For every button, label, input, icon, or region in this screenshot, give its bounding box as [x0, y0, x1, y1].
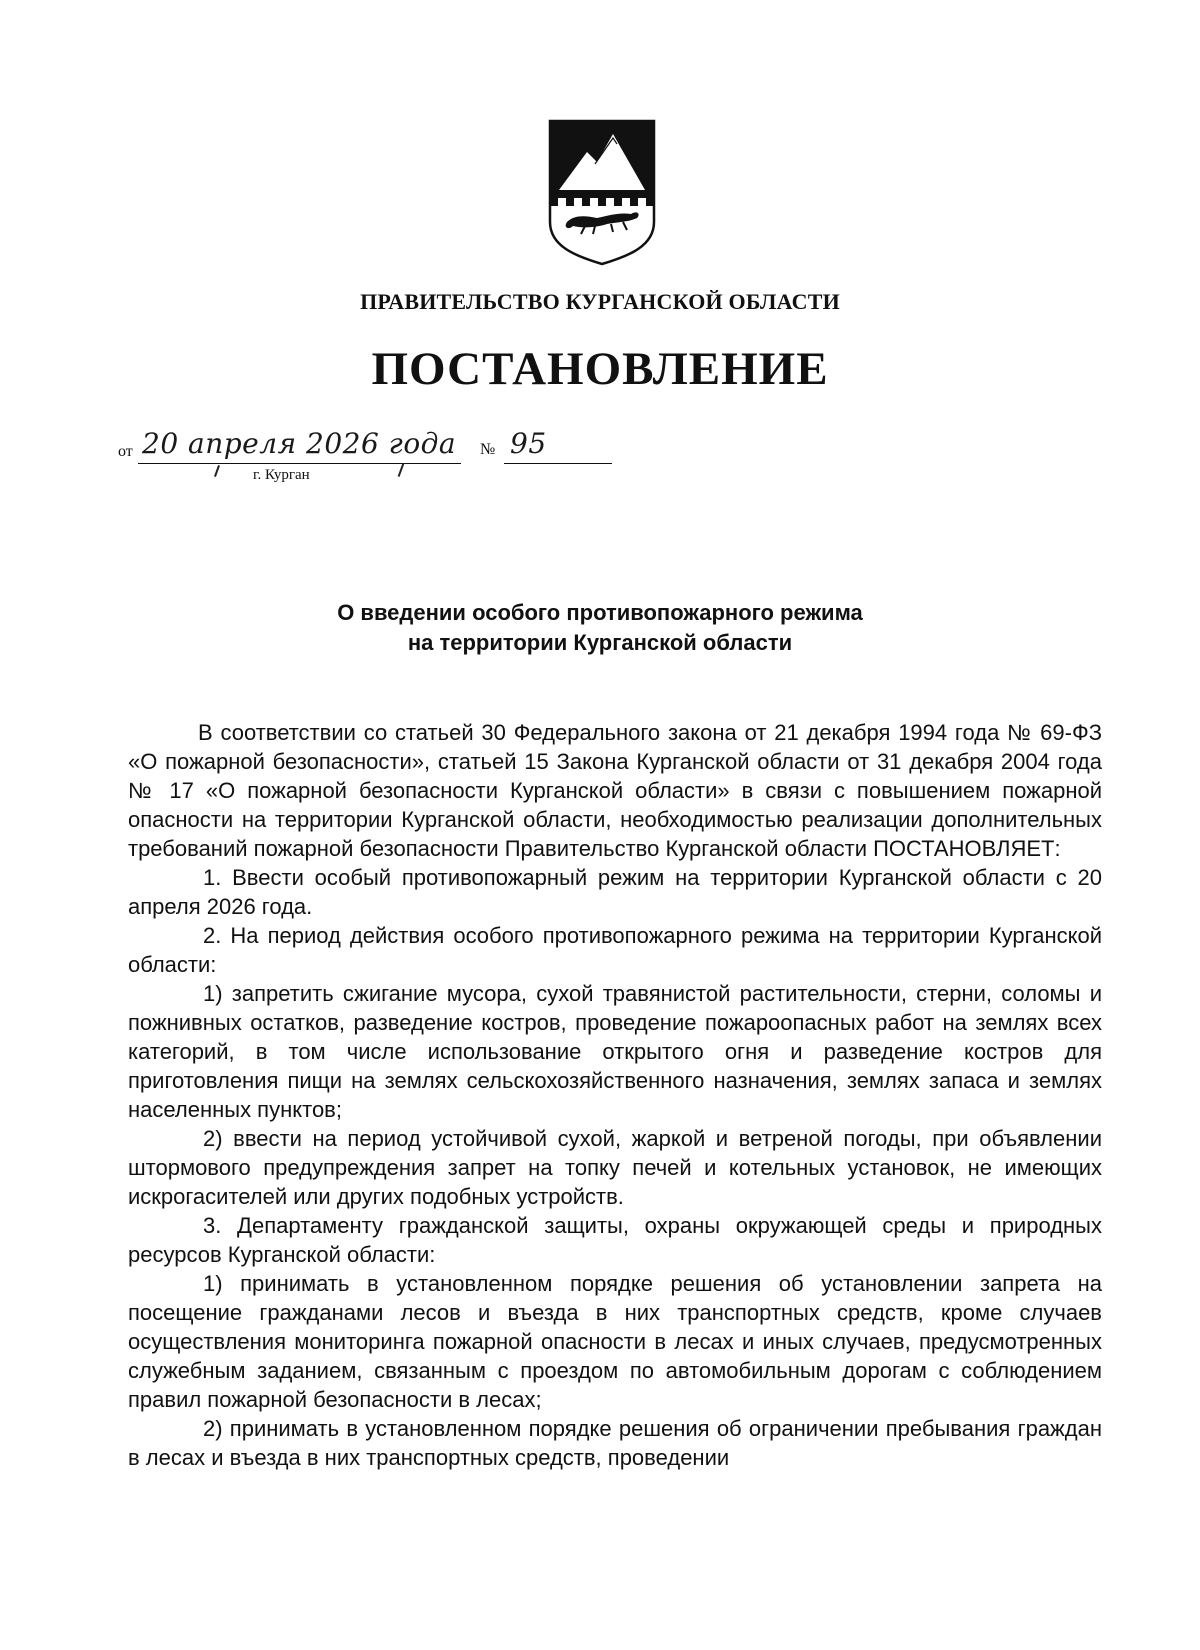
city-label: г. Курган: [253, 467, 310, 483]
date-label: от: [118, 443, 133, 460]
paragraph-item-3-1: 1) принимать в установленном порядке решения об установлении запрета на посещение гражданами лесов и въезда в них транспортных средств, кроме случаев осуществления мониторинга пожарной опасности в лесах и иных случаев, предусмотренных служебным заданием, связанным с проездом по автомобильным дорогам с соблюдением правил пожарной безопасности в лесах;: [128, 1271, 1102, 1412]
document-body: [128, 718, 1102, 1472]
paragraph-item-3-2: 2) принимать в установленном порядке решения об ограничении пребывания граждан в лесах и въезда в них транспортных средств, проведении: [128, 1416, 1102, 1470]
pen-stroke: [398, 463, 405, 477]
paragraph-item-2-1: 1) запретить сжигание мусора, сухой травянистой растительности, стерни, соломы и пожнивных остатков, разведение костров, проведение пожароопасных работ на землях всех категорий, в том числе использование открытого огня и разведение костров для приготовления пищи на землях сельскохозяйственного назначения, землях запаса и землях населенных пунктов;: [128, 981, 1102, 1122]
number-label: №: [480, 441, 496, 458]
handwritten-number: 95: [510, 427, 547, 460]
title-line: О введении особого противопожарного режима: [337, 600, 863, 625]
document-type: ПОСТАНОВЛЕНИЕ: [371, 343, 829, 395]
authority-name: ПРАВИТЕЛЬСТВО КУРГАНСКОЙ ОБЛАСТИ: [360, 289, 840, 314]
date-underline: [138, 463, 461, 464]
paragraph-item-2: 2. На период действия особого противопожарного режима на территории Курганской области:: [128, 923, 1102, 977]
number-underline: [504, 463, 612, 464]
document-title: [0, 598, 1200, 658]
paragraph-item-3: 3. Департаменту гражданской защиты, охраны окружающей среды и природных ресурсов Курганской области:: [128, 1213, 1102, 1267]
handwritten-date: 20 апреля 2026 года: [142, 427, 457, 460]
date-number-line: [118, 425, 618, 485]
paragraph-item-1: 1. Ввести особый противопожарный режим на территории Курганской области с 20 апреля 2026 года.: [128, 865, 1102, 919]
paragraph-preamble: В соответствии со статьей 30 Федерального закона от 21 декабря 1994 года № 69-ФЗ «О пожарной безопасности», статьей 15 Закона Курганской области от 31 декабря 2004 года № 17 «О пожарной безопасности Курганской области» в связи с повышением пожарной опасности на территории Курганской области, необходимостью реализации дополнительных требований пожарной безопасности Правительство Курганской области ПОСТАНОВЛЯЕТ:: [128, 720, 1102, 861]
pen-stroke: [214, 465, 220, 477]
paragraph-item-2-2: 2) ввести на период устойчивой сухой, жаркой и ветреной погоды, при объявлении штормового предупреждения запрет на топку печей и котельных установок, не имеющих искрогасителей или других подобных устройств.: [128, 1126, 1102, 1209]
title-line: на территории Курганской области: [407, 630, 793, 655]
coat-of-arms-icon: [545, 118, 659, 266]
